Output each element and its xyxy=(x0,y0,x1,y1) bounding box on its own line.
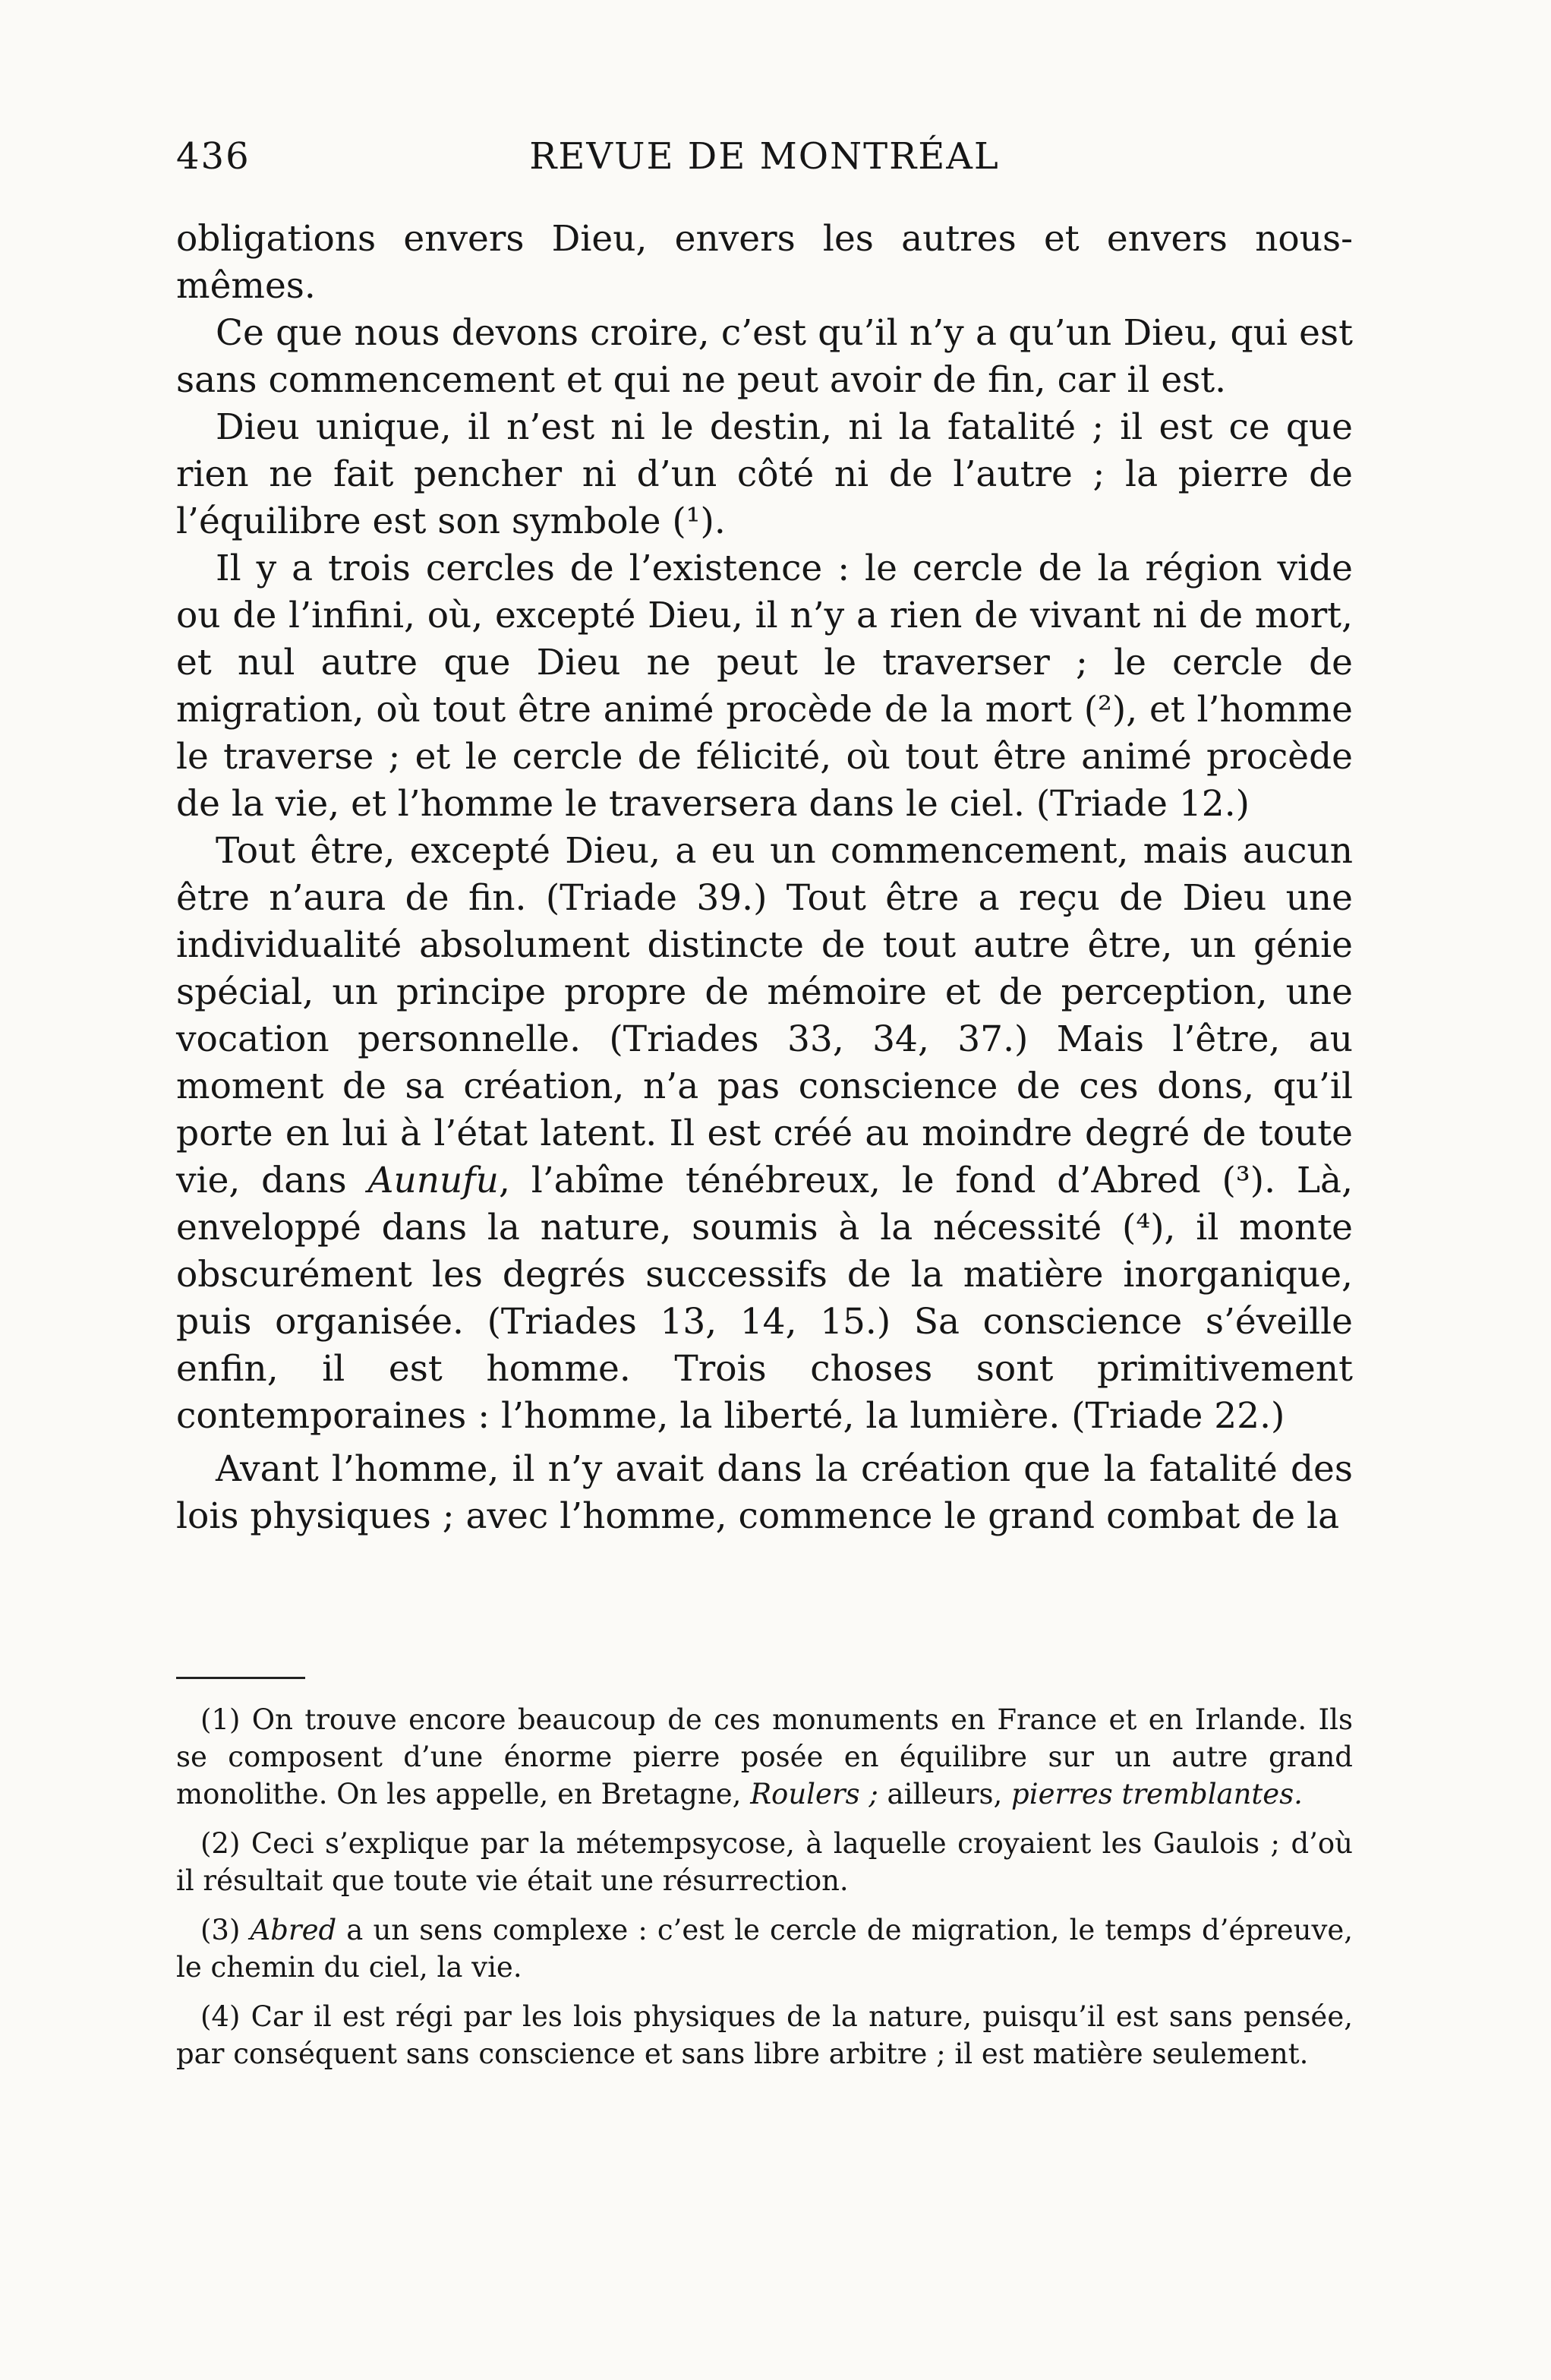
paragraph-4: Il y a trois cercles de l’existence : le cercle de la région vide ou de l’infini, où, excepté Dieu, il n’y a rien de vivant ni de mort, et nul autre que Dieu ne peut le traverser ; le cercle de migration, où tout être animé procède de la mort (²), et l’homme le traverse ; et le cercle de félicité, où tout être animé procède de la vie, et l’homme le traversera dans le ciel. (Triade 12.) xyxy=(176,548,1353,825)
footnote-1 xyxy=(176,1701,1353,1813)
main-text xyxy=(176,216,1353,1540)
footnotes xyxy=(176,1701,1353,2085)
paragraph-3: Dieu unique, il n’est ni le destin, ni la fatalité ; il est ce que rien ne fait pencher ni d’un côté ni de l’autre ; la pierre de l’équilibre est son symbole (¹). xyxy=(176,406,1353,542)
paragraph-5-part-b: , l’abîme ténébreux, le fond d’Abred (³). Là, enveloppé dans la nature, soumis à la nécessité (⁴), il monte obscurément les degrés successifs de la matière inorganique, puis organisée. (Triades 13, 14, 15.) Sa conscience s’éveille enfin, il est homme. Trois choses sont primitivement contemporaines : l’homme, la liberté, la lumière. (Triade 22.) xyxy=(176,1160,1354,1437)
paragraph-5-part-a: Tout être, excepté Dieu, a eu un commencement, mais aucun être n’aura de fin. (Triade 39.) Tout être a reçu de Dieu une individualité absolument distincte de tout autre être, un génie spécial, un principe propre de mémoire et de perception, une vocation personnelle. (Triades 33, 34, 37.) Mais l’être, au moment de sa création, n’a pas conscience de ces dons, qu’il porte en lui à l’état latent. Il est créé au moindre degré de toute vie, dans xyxy=(176,830,1353,1201)
footnote-4: (4) Car il est régi par les lois physiques de la nature, puisqu’il est sans pensée, par conséquent sans conscience et sans libre arbitre ; il est matière seulement. xyxy=(176,2000,1353,2070)
footnote-rule xyxy=(176,1677,305,1679)
paragraph-2: Ce que nous devons croire, c’est qu’il n’y a qu’un Dieu, qui est sans commencement et qui ne peut avoir de fin, car il est. xyxy=(176,312,1353,401)
paragraph-6: Avant l’homme, il n’y avait dans la création que la fatalité des lois physiques ; avec l’homme, commence le grand combat de la xyxy=(176,1448,1353,1537)
footnote-1-part-a: (1) On trouve encore beaucoup de ces monuments en France et en Irlande. Ils se composent d’une énorme pierre posée en équilibre sur un autre grand monolithe. On les appelle, en Bretagne, xyxy=(176,1703,1353,1810)
footnote-2: (2) Ceci s’explique par la métempsycose, à laquelle croyaient les Gaulois ; d’où il résultait que toute vie était une résurrection. xyxy=(176,1827,1353,1897)
running-title: REVUE DE MONTRÉAL xyxy=(529,135,1000,178)
footnote-3-italic: Abred xyxy=(250,1914,337,1946)
footnote-3-rest: a un sens complexe : c’est le cercle de migration, le temps d’épreuve, le chemin du ciel, la vie. xyxy=(176,1914,1354,1984)
paragraph-5 xyxy=(176,828,1353,1440)
footnote-1-mid: ailleurs, xyxy=(878,1778,1012,1810)
footnote-3-label: (3) xyxy=(200,1914,251,1946)
footnote-1-italic-1: Roulers ; xyxy=(750,1778,878,1810)
paragraph-5-italic: Aunufu xyxy=(367,1160,499,1201)
paragraph-1: obligations envers Dieu, envers les autres et envers nous-mêmes. xyxy=(176,218,1353,307)
page-number: 436 xyxy=(176,135,251,178)
running-header xyxy=(176,135,1353,196)
footnote-3 xyxy=(176,1911,1353,1986)
footnote-1-italic-2: pierres tremblantes. xyxy=(1011,1778,1303,1810)
